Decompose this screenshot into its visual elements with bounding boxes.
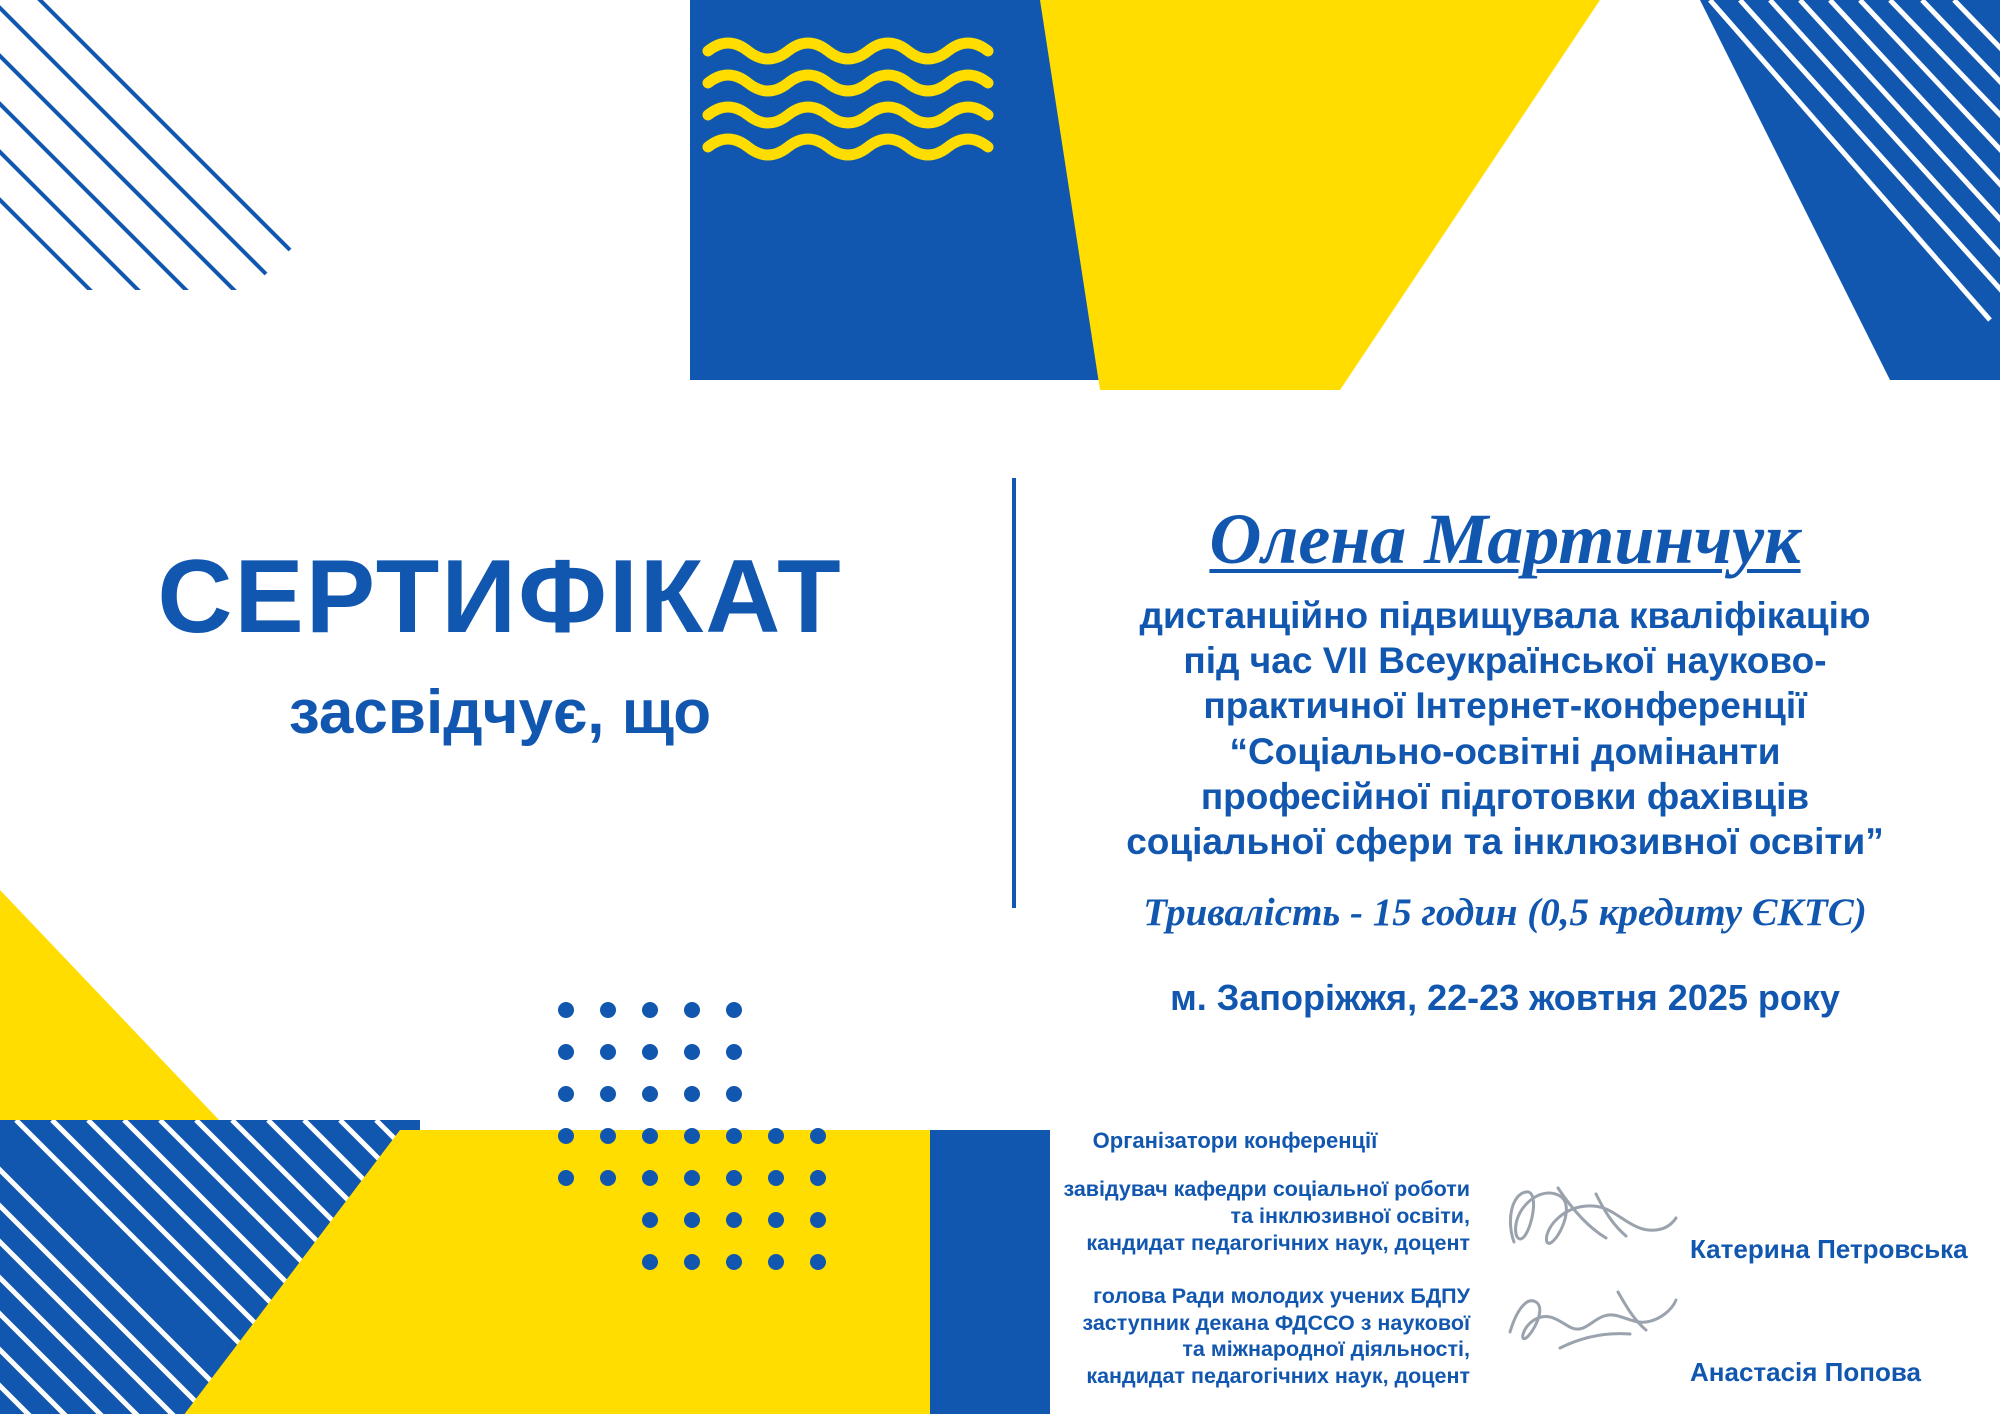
recipient-name: Олена Мартинчук [1209, 499, 1801, 579]
dot-grid-icon [556, 1000, 866, 1290]
top-right-stripes-icon [1660, 0, 2000, 380]
role-line: голова Ради молодих учених БДПУ [1093, 1283, 1470, 1308]
signatory-roles [1000, 1176, 1470, 1390]
organizers-label: Організатори конференції [1092, 1128, 1378, 1153]
yellow-wave-lines-icon [700, 35, 1020, 170]
description-line: під час VII Всеукраїнської науково- [1183, 640, 1827, 682]
role-line: та інклюзивної освіти, [1230, 1203, 1470, 1228]
description-line: практичної Інтернет-конференції [1203, 685, 1807, 727]
signatory-name-2: Анастасія Попова [1690, 1357, 1921, 1387]
certificate-description [1040, 593, 1970, 864]
bottom-left-blue-stripes-icon [0, 1120, 420, 1414]
description-line: професійної підготовки фахівців [1200, 775, 1810, 817]
page-title: СЕРТИФІКАТ [157, 539, 843, 655]
signatory-name-1: Катерина Петровська [1690, 1234, 1968, 1264]
certificate-title-block [0, 539, 1000, 748]
signatory-role-2 [1000, 1283, 1470, 1391]
signature-section [1000, 1128, 2000, 1408]
top-left-stripes-icon [0, 0, 320, 290]
role-line: та міжнародної діяльності, [1182, 1337, 1470, 1362]
description-line: “Соціально-освітні домінанти [1229, 730, 1781, 772]
signatory-role-1 [1000, 1176, 1470, 1257]
role-line: завідувач кафедри соціальної роботи [1063, 1177, 1470, 1201]
signatory-names [1690, 1176, 2000, 1388]
top-yellow-chevron-icon [1040, 0, 1600, 390]
certificate-subtitle: засвідчує, що [288, 678, 712, 747]
description-line: соціальної сфери та інклюзивної освіти” [1126, 820, 1884, 862]
bottom-yellow-band-icon [180, 1130, 1010, 1414]
role-line: кандидат педагогічних наук, доцент [1086, 1230, 1470, 1255]
certificate-body-block [1040, 500, 1970, 1019]
duration-text: Тривалість - 15 годин (0,5 кредиту ЄКТС) [1143, 890, 1867, 934]
top-blue-chevron-icon [690, 0, 1420, 380]
signature-scribble-icon [1500, 1276, 1680, 1361]
vertical-divider [1012, 478, 1016, 908]
bottom-left-yellow-triangle-icon [0, 890, 400, 1414]
role-line: кандидат педагогічних наук, доцент [1086, 1364, 1470, 1389]
signature-scribble-icon [1500, 1180, 1680, 1260]
description-line: дистанційно підвищувала кваліфікацію [1139, 595, 1871, 637]
role-line: заступник декана ФДССО з наукової [1082, 1310, 1470, 1335]
place-and-date: м. Запоріжжя, 22-23 жовтня 2025 року [1170, 976, 1840, 1018]
